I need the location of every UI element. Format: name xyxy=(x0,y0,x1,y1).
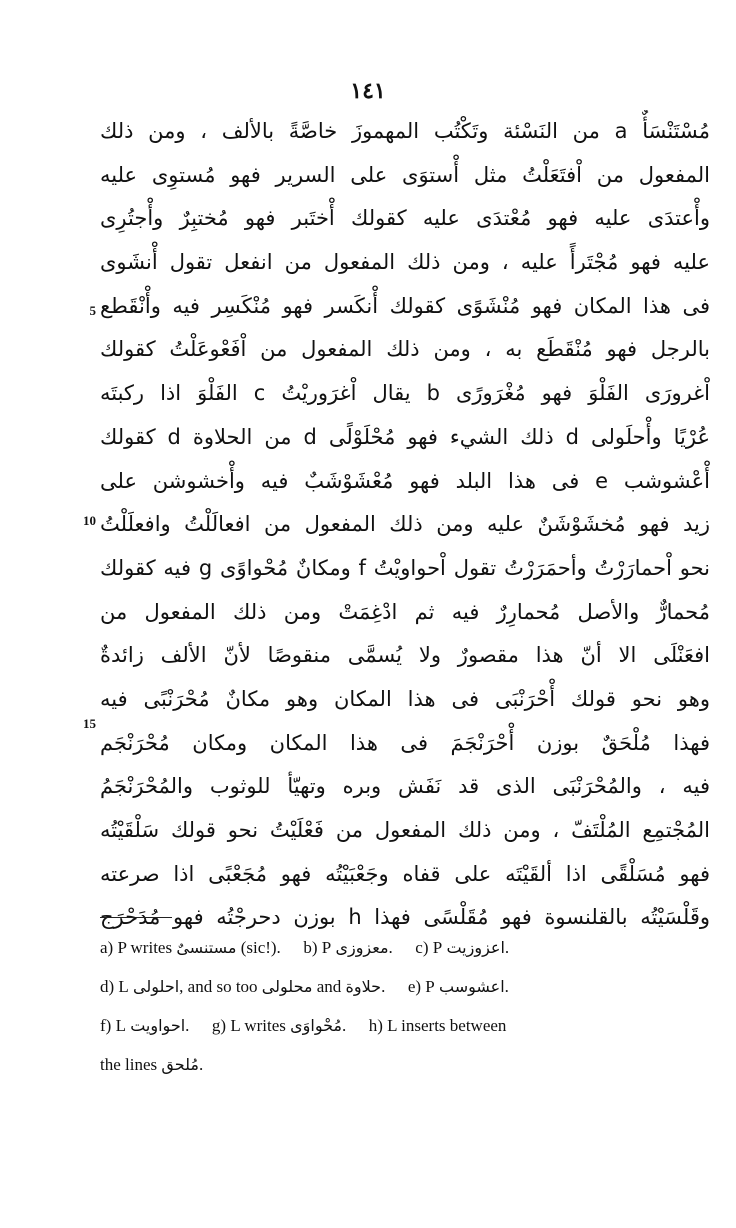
footnote-line xyxy=(100,967,660,1006)
footnote-d-mid: , and so too xyxy=(179,977,258,996)
footnote-a-tail: (sic!). xyxy=(240,938,281,957)
text-line: وأْعتدَى عليه فهو مُعْتدَى عليه كقولك أْختَبر فهو مُختبِرٌ وأْجتُرِى xyxy=(100,206,710,231)
text-line: وهو نحو قولك أْحْرَنْبَى فى هذا المكان وهو مكانٌ مُحْرَنْبًى فيه xyxy=(100,686,710,711)
footnote-f-tail: . xyxy=(185,1016,190,1035)
footnote-c-label: c) P xyxy=(415,938,443,957)
line-number-15: 15 xyxy=(83,716,96,731)
footnote-d-label: d) L xyxy=(100,977,129,996)
footnote-c-arabic: اعزوزيت xyxy=(446,938,505,957)
text-line: وقَلْسَيْتُه بالقلنسوة فهو مُقَلْسًى فهذا h بوزن دحرجْتُه فهو مُدَحْرَج xyxy=(100,905,710,930)
text-line: فى هذا المكان فهو مُنْشَوًى كقولك أْنكَسر فهو مُنْكَسِر فيه وأْنْقَطع xyxy=(100,293,710,318)
text-line: افعَنْلَى الا أنّ هذا مقصورٌ ولا يُسمَّى منقوصًا لأنّ الألف زائدةٌ xyxy=(100,643,710,668)
text-line: المُجْتمِع المُلْتَفّ ، ومن ذلك المفعول من فَعْلَيْتُ نحو قولك سَلْقَيْتُه xyxy=(100,818,710,842)
footnote-line xyxy=(100,928,660,967)
text-line: بالرجل فهو مُنْقَطَع به ، ومن ذلك المفعول من اْفَعْوعَلْتُ كقولك xyxy=(100,337,710,362)
line-number-5: 5 xyxy=(89,303,96,318)
footnote-g-arabic: مُحْواوَى xyxy=(290,1016,342,1035)
footnote-c-tail: . xyxy=(504,938,510,957)
footnote-b-label: b) P xyxy=(303,938,332,957)
footnote-line xyxy=(100,1006,660,1045)
footnote-e-label: e) P xyxy=(407,977,435,996)
text-line: عليه فهو مُجْتَرأً عليه ، ومن ذلك المفعول من انفعل تقول أْنشَوى xyxy=(100,250,710,275)
footnote-b-arabic: معزوزى xyxy=(335,938,389,957)
footnote-d-arabic: احلولى xyxy=(133,977,180,996)
text-line: مُحمارٌّ والأصل مُحمارِرٌ فيه ثم ادْغِمَتْ ومن ذلك المفعول من xyxy=(100,599,710,624)
footnote-rule xyxy=(100,917,172,918)
footnote-g-tail: . xyxy=(341,1016,347,1035)
footnote-b-tail: . xyxy=(388,938,393,957)
text-line: اْغرورَى الفَلْوَ فهو مُغْرَورًى b يقال اْغرَوريْتُ c الفَلْوَ اذا ركبتَه xyxy=(100,381,710,406)
text-line: زيد فهو مُخشَوْشَنٌ عليه ومن ذلك المفعول من افعالَلْتُ وافعلَلْتُ xyxy=(100,512,710,537)
footnote-a-label: a) P writes xyxy=(100,938,173,957)
footnote-g-label: g) L writes xyxy=(211,1016,286,1035)
footnote-d-and: and xyxy=(316,977,342,996)
text-line: أْعْشوشب e فى هذا البلد فهو مُعْشَوْشَبٌ فيه وأْخشوشن على xyxy=(100,468,710,493)
footnotes xyxy=(100,928,660,1084)
footnote-h-arabic: مُلحق xyxy=(161,1055,199,1074)
page-number: ١٤١ xyxy=(350,78,386,104)
footnote-h-cont: the lines xyxy=(100,1055,158,1074)
line-number-10: 10 xyxy=(83,513,96,528)
text-line: فهو مُسَلْقًى اذا ألقَيْتَه على قفاه وجَعْبَيْتُه فهو مُجَعْبًى اذا صرعته xyxy=(100,861,710,886)
footnote-d-arabic-3: حلاوة xyxy=(345,977,382,996)
footnote-a-arabic: مستنسىٌ xyxy=(176,938,237,957)
text-line: المفعول من اْفتَعَلْتُ مثل أْستوَى على السرير فهو مُستوِى عليه xyxy=(100,162,710,187)
footnote-f-label: f) L xyxy=(100,1016,126,1035)
footnote-d-arabic-2: محلولى xyxy=(261,977,313,996)
text-line: نحو اْحمارَرْتُ وأحمَرَرْتُ تقول اْحواويْتُ f ومكانٌ مُحْواوًى g فيه كقولك xyxy=(100,555,710,580)
footnote-e-tail: . xyxy=(504,977,509,996)
footnote-e-arabic: اعشوسب xyxy=(438,977,505,996)
text-line: فهذا مُلْحَقٌ بوزن أْحْرَنْجَمَ فى هذا المكان ومكان مُحْرَنْجَم xyxy=(100,730,710,755)
footnote-line xyxy=(100,1045,660,1084)
footnote-h-text: h) L inserts between xyxy=(368,1016,507,1035)
footnote-d-tail: . xyxy=(381,977,386,996)
text-line: عُرْيًا وأْحلَولى d ذلك الشيء فهو مُحْلَوْلًى d من الحلاوة d كقولك xyxy=(100,424,710,449)
main-text xyxy=(100,110,710,940)
text-line: فيه ، والمُحْرَنْبَى الذى قد نَفَش وبره وتهيّأ للوثوب والمُحْرَنْجَمُ xyxy=(100,774,710,799)
footnote-h-tail: . xyxy=(198,1055,204,1074)
text-line: مُسْتَنْسَأٌ a من النَسْئة وتَكْتُب المهموزَ خاصَّةً بالألف ، ومن ذلك xyxy=(100,119,710,143)
footnote-f-arabic: احواويت xyxy=(130,1016,186,1035)
